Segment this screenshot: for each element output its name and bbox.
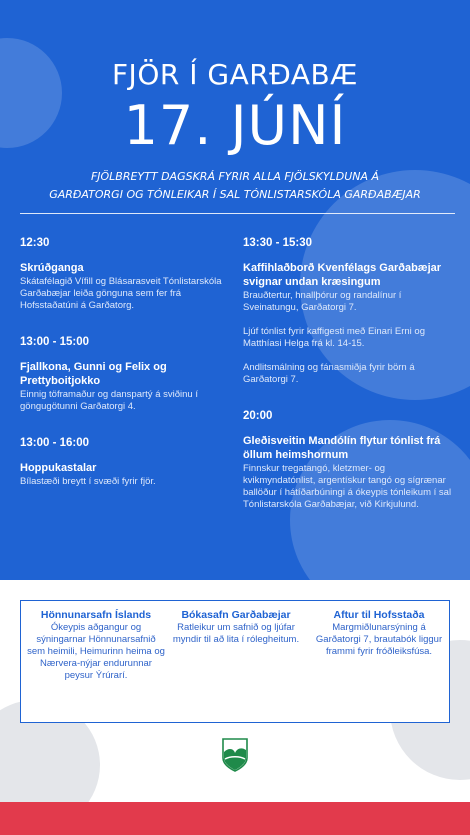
event-description: Brauðtertur, hnallþórur og randalínur í Sveinatungu, Garðatorgi 7. bbox=[243, 290, 402, 313]
info-title: Hönnunarsafn Íslands bbox=[40, 609, 152, 621]
event-note: Ljúf tónlist fyrir kaffigesti með Einari Erni og Matthíasi Helga frá kl. 14-15. bbox=[243, 326, 425, 349]
event-description: Skátafélagið Vífill og Blásarasveit Tónlistarskóla Garðabæjar leiða gönguna sem fer frá Hofsstaðatúni á Garðatorg. bbox=[20, 276, 222, 311]
subtitle bbox=[40, 168, 430, 204]
info-text: Margmiðlunarsýning á Garðatorgi 7, brautabók liggur frammi fyrir fróðleiksfúsa. bbox=[315, 622, 443, 657]
info-column bbox=[167, 609, 305, 646]
info-text: Ratleikur um safnið og ljúfar myndir til að lita í rólegheitum. bbox=[172, 622, 300, 645]
event-description: Finnskur tregatangó, kletzmer- og kvikmyndatónlist, argentískur tangó og sígrænar ballöður í hátíðarbúningi á ókeypis tónleikum í sal Tónlistarskóla Garðabæjar, við Kirkjulund. bbox=[243, 463, 452, 510]
info-column bbox=[311, 609, 447, 658]
subtitle-line: GARÐATORGI OG TÓNLEIKAR Í SAL TÓNLISTARSKÓLA GARÐABÆJAR bbox=[49, 188, 421, 201]
event-time: 13:00 - 16:00 bbox=[20, 437, 90, 449]
date-title: 17. JÚNÍ bbox=[123, 94, 347, 157]
schedule-left-column bbox=[20, 237, 225, 512]
event-time: 13:00 - 15:00 bbox=[20, 336, 90, 348]
schedule-item bbox=[20, 237, 225, 312]
event-time: 20:00 bbox=[243, 410, 273, 422]
gardabaer-crest-icon bbox=[222, 738, 248, 772]
schedule-item bbox=[243, 410, 453, 511]
page-title: FJÖR Í GARÐABÆ bbox=[111, 58, 359, 91]
event-description: Bílastæði breytt í svæði fyrir fjör. bbox=[20, 476, 156, 487]
event-time: 12:30 bbox=[20, 237, 50, 249]
schedule-item bbox=[20, 336, 225, 413]
info-title: Aftur til Hofsstaða bbox=[333, 609, 425, 621]
event-title: Gleðisveitin Mandólín flytur tónlist frá öllum heimshornum bbox=[243, 435, 441, 461]
event-description: Einnig töframaður og danspartý á sviðinu í göngugötunni Garðatorgi 4. bbox=[20, 389, 198, 412]
event-note: Andlitsmálning og fánasmiðja fyrir börn á Garðatorgi 7. bbox=[243, 362, 415, 385]
info-box bbox=[20, 600, 450, 723]
event-time: 13:30 - 15:30 bbox=[243, 237, 313, 249]
schedule-item bbox=[20, 437, 225, 488]
event-title: Fjallkona, Gunni og Felix og Prettyboitjokko bbox=[20, 361, 167, 387]
info-title: Bókasafn Garðabæjar bbox=[181, 609, 291, 621]
info-text: Ókeypis aðgangur og sýningarnar Hönnunarsafnið sem heimili, Heimurinn heima og Nærvera-nýjar endurunnar peysur Ýrúrarí. bbox=[27, 622, 165, 681]
subtitle-line: FJÖLBREYTT DAGSKRÁ FYRIR ALLA FJÖLSKYLDUNA Á bbox=[90, 170, 380, 183]
event-title: Hoppukastalar bbox=[20, 462, 97, 474]
schedule-item bbox=[243, 237, 453, 386]
event-title: Skrúðganga bbox=[20, 262, 84, 274]
info-column bbox=[27, 609, 165, 682]
event-title: Kaffihlaðborð Kvenfélags Garðabæjar svignar undan kræsingum bbox=[243, 262, 442, 288]
footer-bar bbox=[0, 802, 470, 835]
schedule-right-column bbox=[243, 237, 453, 535]
divider bbox=[20, 213, 455, 214]
